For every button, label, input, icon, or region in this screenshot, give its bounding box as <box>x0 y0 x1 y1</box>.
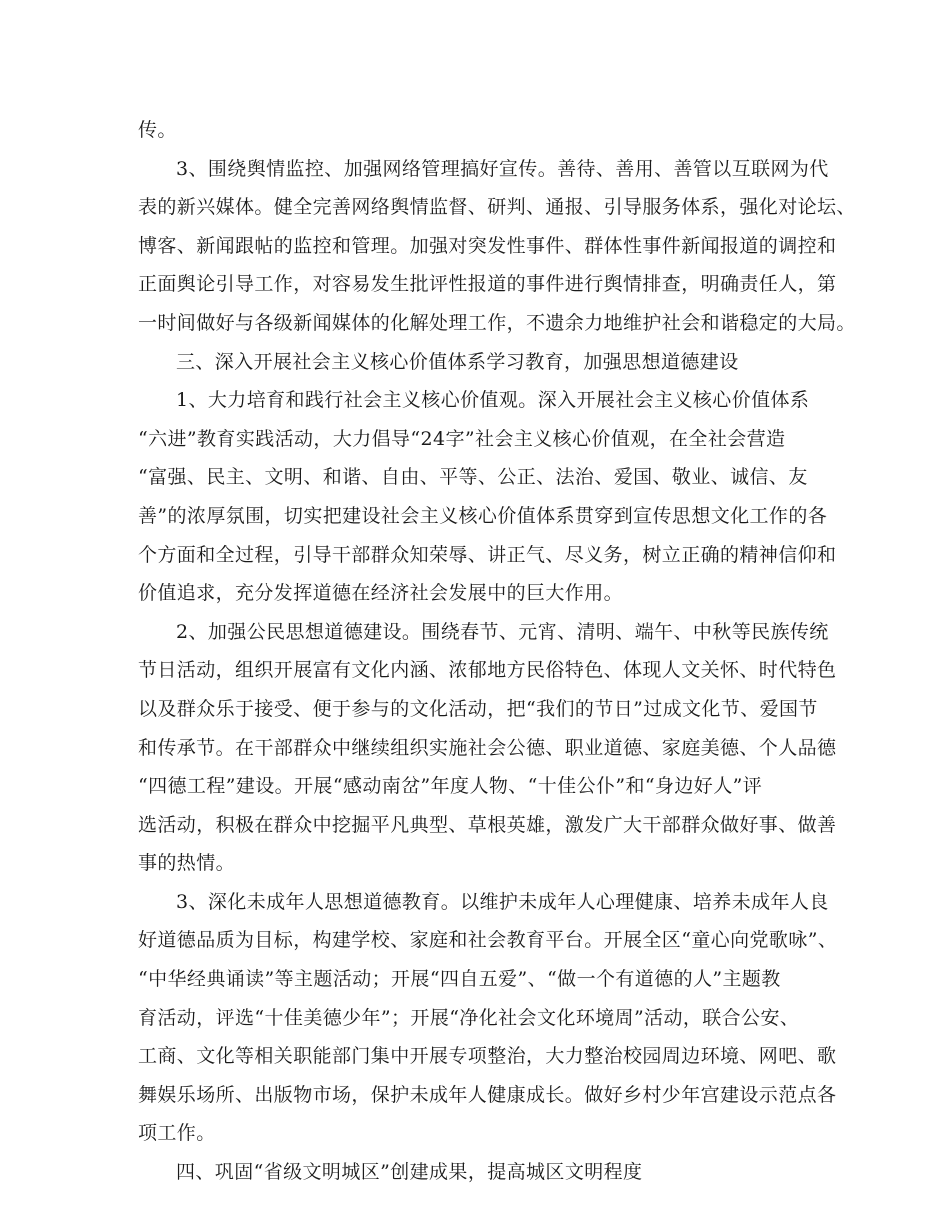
text-line: 传。 <box>138 119 177 141</box>
text-line: 选活动，积极在群众中挖掘平凡典型、草根英雄，激发广大干部群众做好事、做善 <box>138 813 837 836</box>
text-line: 个方面和全过程，引导干部群众知荣辱、讲正气、尽义务，树立正确的精神信仰和 <box>138 543 837 566</box>
text-line: 项工作。 <box>138 1122 216 1145</box>
text-line: 工商、文化等相关职能部门集中开展专项整治，大力整治校园周边环境、网吧、歌 <box>138 1045 837 1068</box>
text-line: 节日活动，组织开展富有文化内涵、浓郁地方民俗特色、体现人文关怀、时代特色 <box>138 659 837 682</box>
text-line: 2、加强公民思想道德建设。围绕春节、元宵、清明、端午、中秋等民族传统 <box>176 620 829 643</box>
text-line: 善”的浓厚氛围，切实把建设社会主义核心价值体系贯穿到宣传思想文化工作的各 <box>138 504 828 527</box>
section-heading: 三、深入开展社会主义核心价值体系学习教育，加强思想道德建设 <box>176 350 739 373</box>
text-line: 和传承节。在干部群众中继续组织实施社会公德、职业道德、家庭美德、个人品德 <box>138 736 837 759</box>
text-line: 表的新兴媒体。健全完善网络舆情监督、研判、通报、引导服务体系，强化对论坛、 <box>138 196 856 219</box>
text-line: 好道德品质为目标，构建学校、家庭和社会教育平台。开展全区“童心向党歌咏”、 <box>138 929 838 952</box>
section-heading: 四、巩固“省级文明城区”创建成果，提高城区文明程度 <box>176 1161 643 1184</box>
text-line: 事的热情。 <box>138 852 236 875</box>
text-line: “中华经典诵读”等主题活动；开展“四自五爱”、“做一个有道德的人”主题教 <box>138 968 781 991</box>
text-line: “四德工程”建设。开展“感动南岔”年度人物、“十佳公仆”和“身边好人”评 <box>138 775 763 798</box>
text-line: 一时间做好与各级新闻媒体的化解处理工作，不遗余力地维护社会和谐稳定的大局。 <box>138 311 856 334</box>
text-line: 育活动，评选“十佳美德少年”；开展“净化社会文化环境周”活动，联合公安、 <box>138 1006 800 1029</box>
text-line: 舞娱乐场所、出版物市场，保护未成年人健康成长。做好乡村少年宫建设示范点各 <box>138 1083 837 1106</box>
text-line: “六进”教育实践活动，大力倡导“24字”社会主义核心价值观，在全社会营造 <box>138 427 786 450</box>
text-line: 价值追求，充分发挥道德在经济社会发展中的巨大作用。 <box>138 582 624 605</box>
text-line: 正面舆论引导工作，对容易发生批评性报道的事件进行舆情排查，明确责任人，第 <box>138 273 837 296</box>
text-line: 3、深化未成年人思想道德教育。以维护未成年人心理健康、培养未成年人良 <box>176 890 829 913</box>
text-line: 1、大力培育和践行社会主义核心价值观。深入开展社会主义核心价值体系 <box>176 389 810 412</box>
text-line: 博客、新闻跟帖的监控和管理。加强对突发性事件、群体性事件新闻报道的调控和 <box>138 234 837 257</box>
text-line: 3、围绕舆情监控、加强网络管理搞好宣传。善待、善用、善管以互联网为代 <box>176 157 829 180</box>
text-line: “富强、民主、文明、和谐、自由、平等、公正、法治、爱国、敬业、诚信、友 <box>138 466 808 489</box>
text-line: 以及群众乐于接受、便于参与的文化活动，把“我们的节日”过成文化节、爱国节 <box>138 697 818 720</box>
document-body <box>138 111 856 1192</box>
